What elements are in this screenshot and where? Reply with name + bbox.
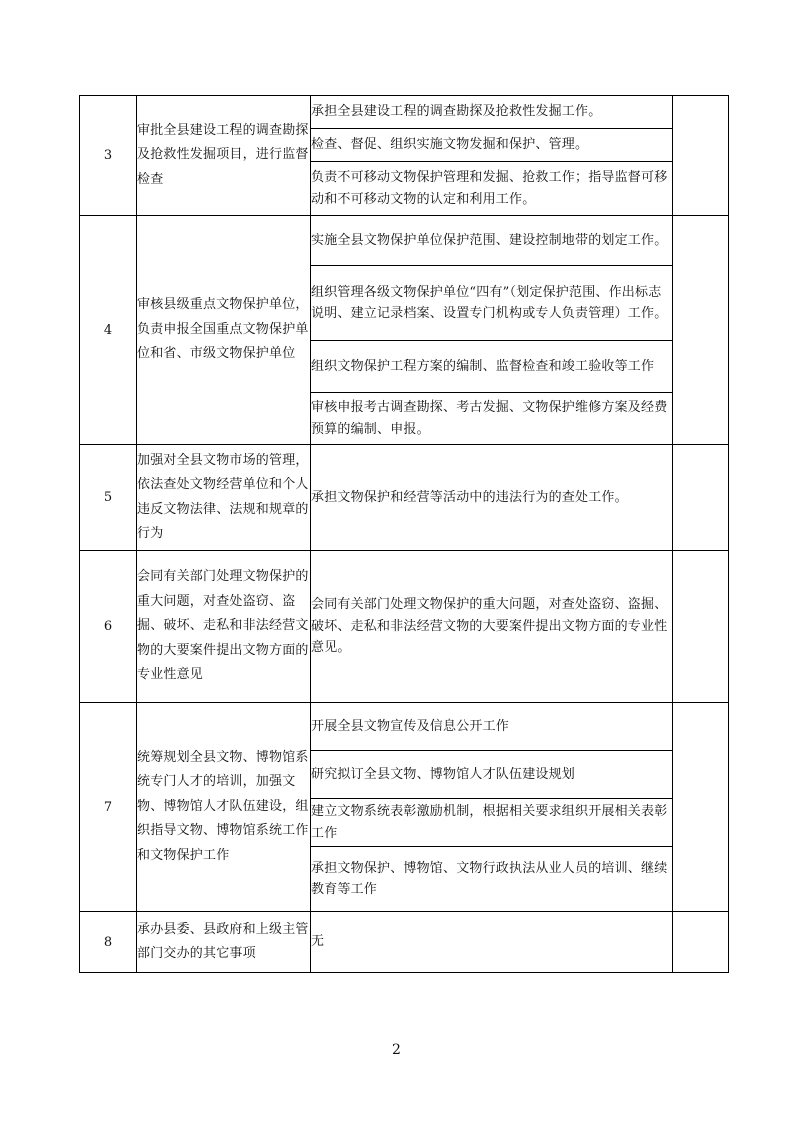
- responsibility-cell: 统筹规划全县文物、博物馆系统专门人才的培训，加强文物、博物馆人才队伍建设，组织指导文物、博物馆系统工作和文物保护工作: [137, 703, 311, 912]
- row-number: 6: [80, 551, 137, 703]
- note-cell: [673, 216, 729, 445]
- responsibility-cell: 承办县委、县政府和上级主管部门交办的其它事项: [137, 912, 311, 973]
- note-cell: [673, 703, 729, 912]
- table-row: [80, 912, 729, 973]
- responsibility-cell: 审批全县建设工程的调查勘探及抢救性发掘项目，进行监督检查: [137, 96, 311, 216]
- task-cell: 审核申报考古调查勘探、考古发掘、文物保护维修方案及经费预算的编制、申报。: [311, 393, 673, 445]
- row-number: 5: [80, 445, 137, 551]
- task-cell: 组织管理各级文物保护单位“四有”（划定保护范围、作出标志说明、建立记录档案、设置专门机构或专人负责管理）工作。: [311, 266, 673, 341]
- task-cell: 实施全县文物保护单位保护范围、建设控制地带的划定工作。: [311, 216, 673, 266]
- task-cell: 无: [311, 912, 673, 973]
- task-cell: 承担全县建设工程的调查勘探及抢救性发掘工作。: [311, 96, 673, 129]
- row-number: 8: [80, 912, 137, 973]
- task-cell: 建立文物系统表彰激励机制，根据相关要求组织开展相关表彰工作: [311, 799, 673, 847]
- responsibility-cell: 加强对全县文物市场的管理，依法查处文物经营单位和个人违反文物法律、法规和规章的行为: [137, 445, 311, 551]
- task-cell: 承担文物保护、博物馆、文物行政执法从业人员的培训、继续教育等工作: [311, 847, 673, 912]
- task-cell: 会同有关部门处理文物保护的重大问题，对查处盗窃、盗掘、破坏、走私和非法经营文物的大要案件提出文物方面的专业性意见。: [311, 551, 673, 703]
- page-number: 2: [392, 1042, 401, 1058]
- row-number: 4: [80, 216, 137, 445]
- task-cell: 开展全县文物宣传及信息公开工作: [311, 703, 673, 751]
- duties-table: [79, 95, 729, 973]
- table-row: [80, 703, 729, 751]
- task-cell: 负责不可移动文物保护管理和发掘、抢救工作；指导监督可移动和不可移动文物的认定和利用工作。: [311, 162, 673, 216]
- task-cell: 承担文物保护和经营等活动中的违法行为的查处工作。: [311, 445, 673, 551]
- table-row: [80, 216, 729, 266]
- row-number: 3: [80, 96, 137, 216]
- responsibility-cell: 审核县级重点文物保护单位，负责申报全国重点文物保护单位和省、市级文物保护单位: [137, 216, 311, 445]
- note-cell: [673, 96, 729, 216]
- task-cell: 检查、督促、组织实施文物发掘和保护、管理。: [311, 129, 673, 162]
- note-cell: [673, 445, 729, 551]
- table-row: [80, 551, 729, 703]
- note-cell: [673, 912, 729, 973]
- task-cell: 研究拟订全县文物、博物馆人才队伍建设规划: [311, 751, 673, 799]
- responsibility-cell: 会同有关部门处理文物保护的重大问题，对查处盗窃、盗掘、破坏、走私和非法经营文物的大要案件提出文物方面的专业性意见: [137, 551, 311, 703]
- row-number: 7: [80, 703, 137, 912]
- table-row: [80, 445, 729, 551]
- note-cell: [673, 551, 729, 703]
- task-cell: 组织文物保护工程方案的编制、监督检查和竣工验收等工作: [311, 341, 673, 393]
- table-row: [80, 96, 729, 129]
